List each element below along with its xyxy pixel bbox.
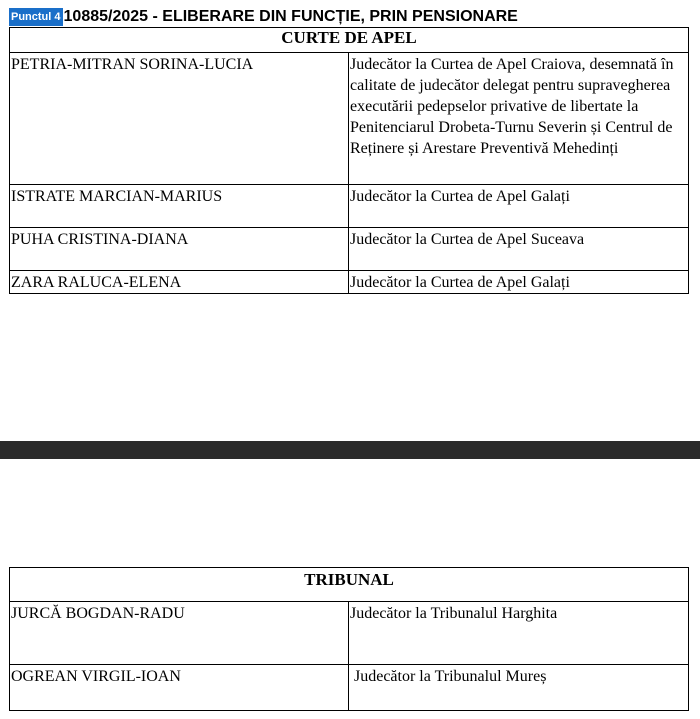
judge-position: Judecător la Curtea de Apel Galați xyxy=(349,271,689,294)
judge-position: Judecător la Curtea de Apel Galați xyxy=(349,185,689,228)
judge-name: ISTRATE MARCIAN-MARIUS xyxy=(10,185,349,228)
judge-position: Judecător la Tribunalul Mureș xyxy=(349,665,689,711)
table-row xyxy=(10,271,689,294)
judge-name: PETRIA-MITRAN SORINA-LUCIA xyxy=(10,53,349,185)
table-row xyxy=(10,228,689,271)
judge-position: Judecător la Tribunalul Harghita xyxy=(349,602,689,665)
table-title: TRIBUNAL xyxy=(10,568,689,602)
curte-de-apel-table xyxy=(9,27,689,294)
table-row xyxy=(10,185,689,228)
table-header-row xyxy=(10,568,689,602)
table-row xyxy=(10,665,689,711)
point-number-badge: Punctul 4 xyxy=(9,8,63,26)
section-heading xyxy=(9,8,518,26)
tribunal-table xyxy=(9,567,689,711)
judge-name: ZARA RALUCA-ELENA xyxy=(10,271,349,294)
table-title: CURTE DE APEL xyxy=(10,28,689,53)
table-header-row xyxy=(10,28,689,53)
judge-name: PUHA CRISTINA-DIANA xyxy=(10,228,349,271)
decision-title: 10885/2025 - ELIBERARE DIN FUNCȚIE, PRIN PENSIONARE xyxy=(63,8,518,25)
table-row xyxy=(10,602,689,665)
judge-position: Judecător la Curtea de Apel Craiova, desemnată în calitate de judecător delegat pentru supravegherea executării pedepselor privative de libertate la Penitenciarul Drobeta-Turnu Severin și Centrul de Reținere și Arestare Preventivă Mehedinți xyxy=(349,53,689,185)
table-row xyxy=(10,53,689,185)
judge-name: JURCĂ BOGDAN-RADU xyxy=(10,602,349,665)
judge-position: Judecător la Curtea de Apel Suceava xyxy=(349,228,689,271)
judge-name: OGREAN VIRGIL-IOAN xyxy=(10,665,349,711)
page-break-divider xyxy=(0,441,700,459)
